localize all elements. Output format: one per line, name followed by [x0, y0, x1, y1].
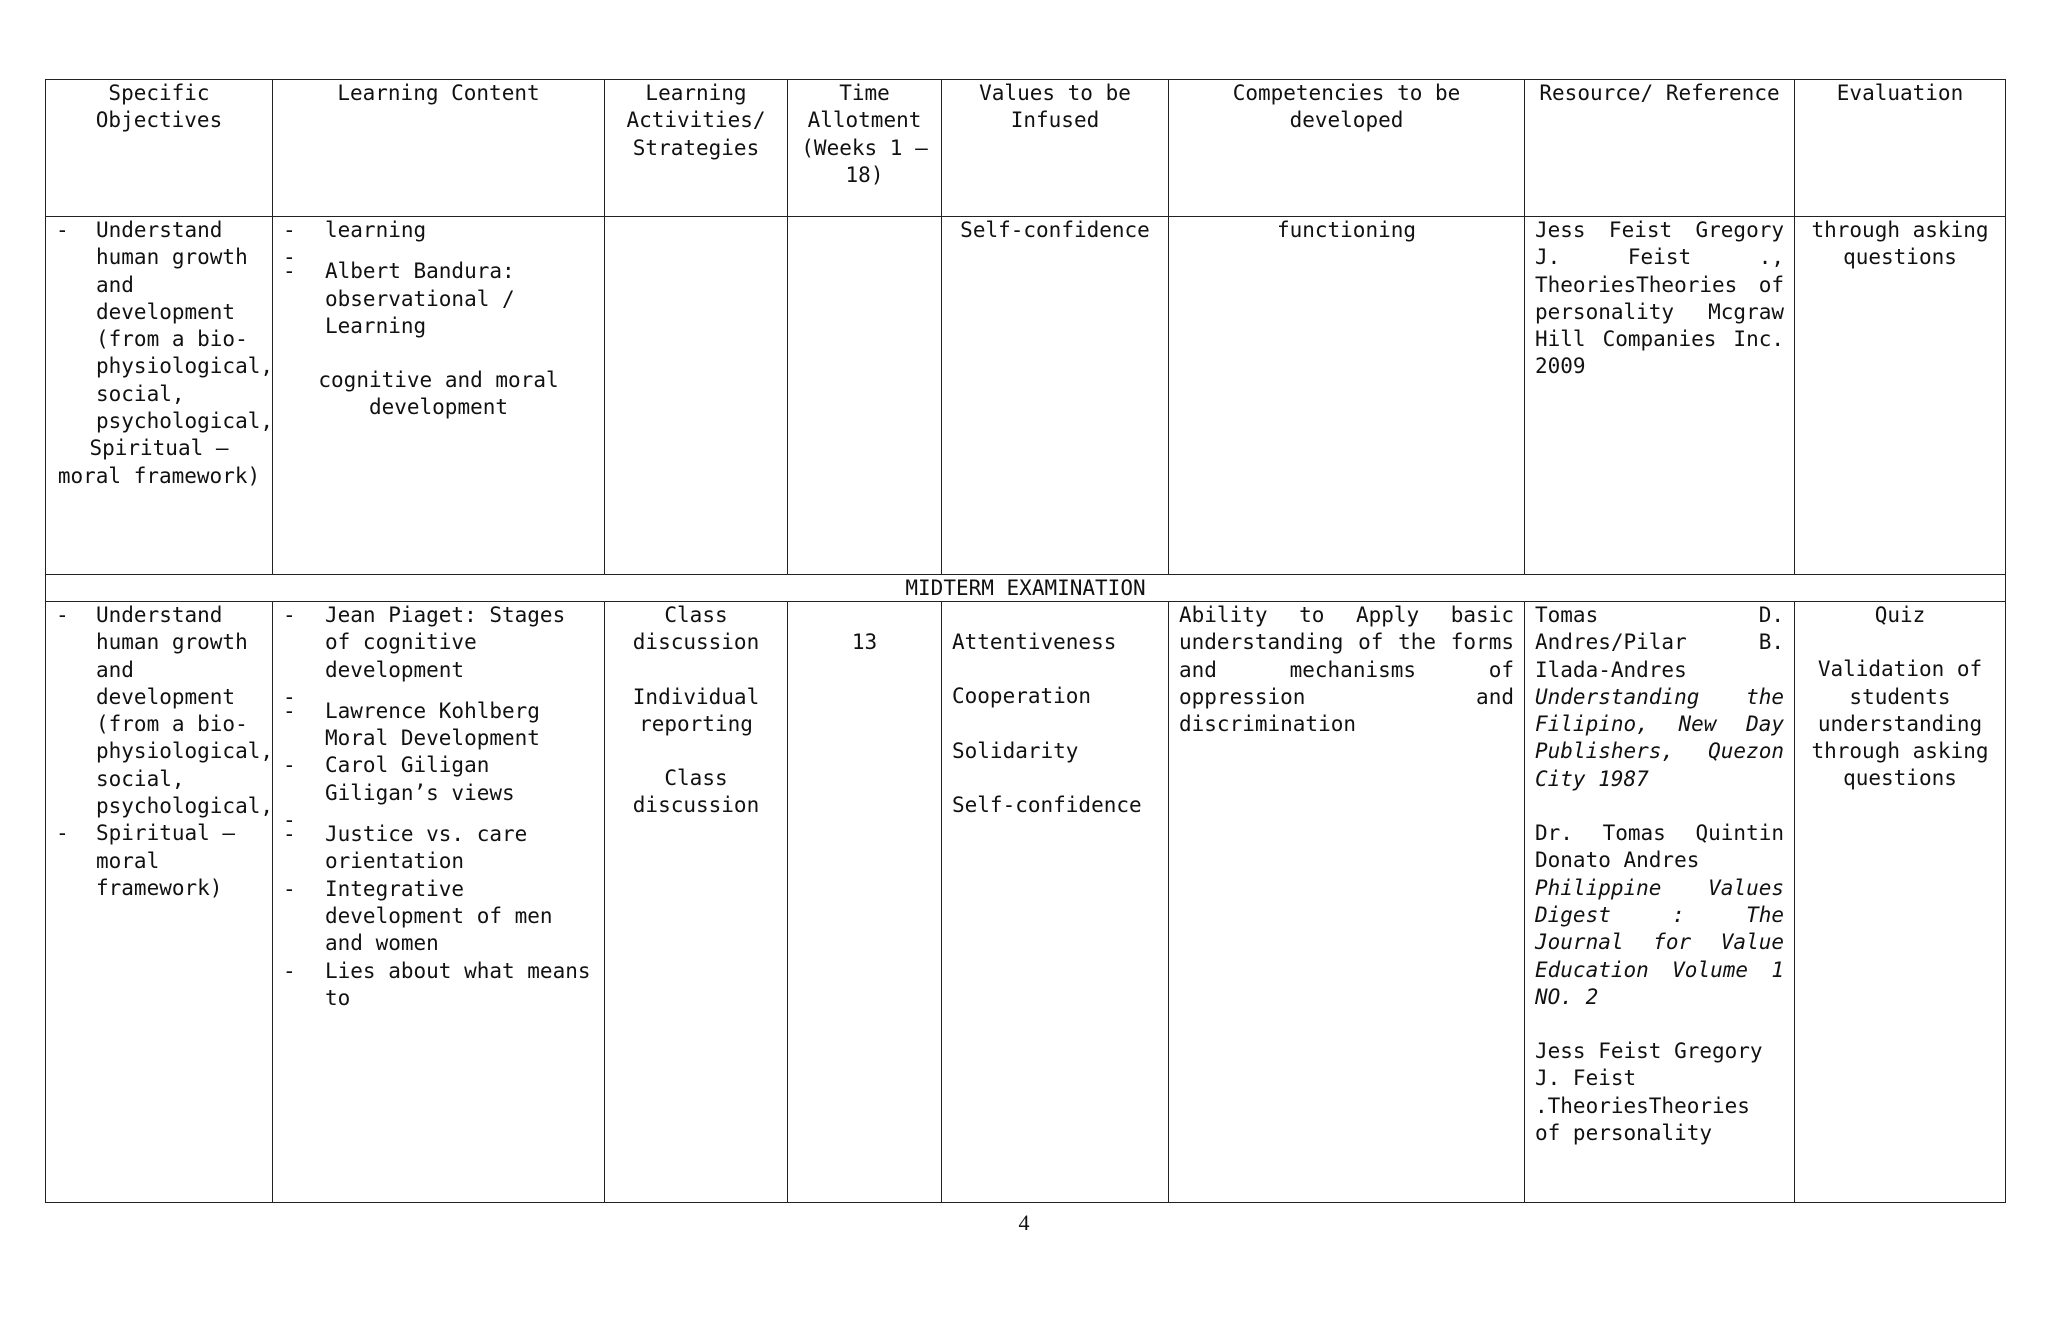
header-learning-activities: Learning Activities/ Strategies [605, 80, 788, 217]
evaluation-item: Validation of students understanding through asking questions [1811, 657, 1989, 791]
content-item: - learning [283, 217, 594, 244]
header-row [46, 80, 2006, 217]
content-item: - Carol Giligan Giligan’s views [283, 752, 594, 807]
content-item: - Jean Piaget: Stages of cognitive development [283, 602, 594, 684]
activity-item: Class discussion [632, 766, 760, 818]
activity-item: Individual reporting [632, 684, 760, 736]
activities-cell [605, 217, 788, 575]
objective-item: - Spiritual – moral framework) [56, 820, 262, 902]
table-row [46, 602, 2006, 1203]
values-cell [942, 602, 1169, 1203]
time-cell [788, 602, 942, 1203]
activity-item: Class discussion [632, 603, 760, 655]
content-tail: cognitive and moral development [318, 368, 559, 420]
header-competencies: Competencies to be developed [1169, 80, 1525, 217]
objectives-cell [46, 602, 273, 1203]
midterm-row [46, 575, 2006, 602]
midterm-label: MIDTERM EXAMINATION [46, 575, 2006, 602]
resource-cell: Jess Feist Gregory J. Feist ., TheoriesTheories of personality Mcgraw Hill Companies Inc. 2009 [1525, 217, 1795, 575]
evaluation-cell [1795, 602, 2006, 1203]
competencies-cell: Ability to Apply basic understanding of the forms and mechanisms of oppression and discrimination [1169, 602, 1525, 1203]
header-resource: Resource/ Reference [1525, 80, 1795, 217]
reference-author: Dr. Tomas Quintin Donato Andres [1535, 821, 1784, 873]
resource-cell [1525, 602, 1795, 1203]
content-item: - Albert Bandura: observational / Learning [283, 258, 594, 340]
reference-author: Jess Feist Gregory J. Feist .TheoriesTheories of personality [1535, 1039, 1763, 1146]
reference-author: Tomas D. Andres/Pilar B. Ilada-Andres [1535, 603, 1784, 682]
value-item: Self-confidence [952, 792, 1142, 817]
objective-item: - Understand human growth and development (from a bio-physiological, social, psychological, [56, 602, 262, 820]
objective-tail: Spiritual – moral framework) [57, 436, 261, 488]
header-time-allotment: Time Allotment (Weeks 1 – 18) [788, 80, 942, 217]
header-learning-content: Learning Content [273, 80, 605, 217]
activities-cell [605, 602, 788, 1203]
reference-title: Understanding the Filipino, New Day Publishers, Quezon City 1987 [1535, 684, 1784, 791]
content-item: - Lies about what means to [283, 958, 594, 1013]
evaluation-item: Quiz [1874, 603, 1926, 627]
content-item: - Lawrence Kohlberg Moral Development [283, 698, 594, 753]
header-evaluation: Evaluation [1795, 80, 2006, 217]
time-cell [788, 217, 942, 575]
content-cell [273, 217, 605, 575]
value-item: Attentiveness [952, 630, 1117, 654]
reference-title: Philippine Values Digest : The Journal for Value Education Volume 1 NO. 2 [1535, 875, 1784, 1009]
value-item: Solidarity [952, 738, 1079, 763]
objectives-cell [46, 217, 273, 575]
evaluation-cell: through asking questions [1795, 217, 2006, 575]
value-item: Cooperation [952, 684, 1092, 709]
content-cell [273, 602, 605, 1203]
syllabus-table [45, 79, 2006, 1203]
content-item: - Integrative development of men and women [283, 876, 594, 958]
competencies-cell: functioning [1169, 217, 1525, 575]
page-number: 4 [1018, 1210, 1030, 1235]
time-value: 13 [851, 630, 878, 654]
header-values: Values to be Infused [942, 80, 1169, 217]
values-cell: Self-confidence [942, 217, 1169, 575]
table-row [46, 217, 2006, 575]
content-item: - Justice vs. care orientation [283, 821, 594, 876]
header-specific-objectives: Specific Objectives [46, 80, 273, 217]
objective-item: - Understand human growth and development (from a bio-physiological, social, psychological, [56, 217, 262, 435]
